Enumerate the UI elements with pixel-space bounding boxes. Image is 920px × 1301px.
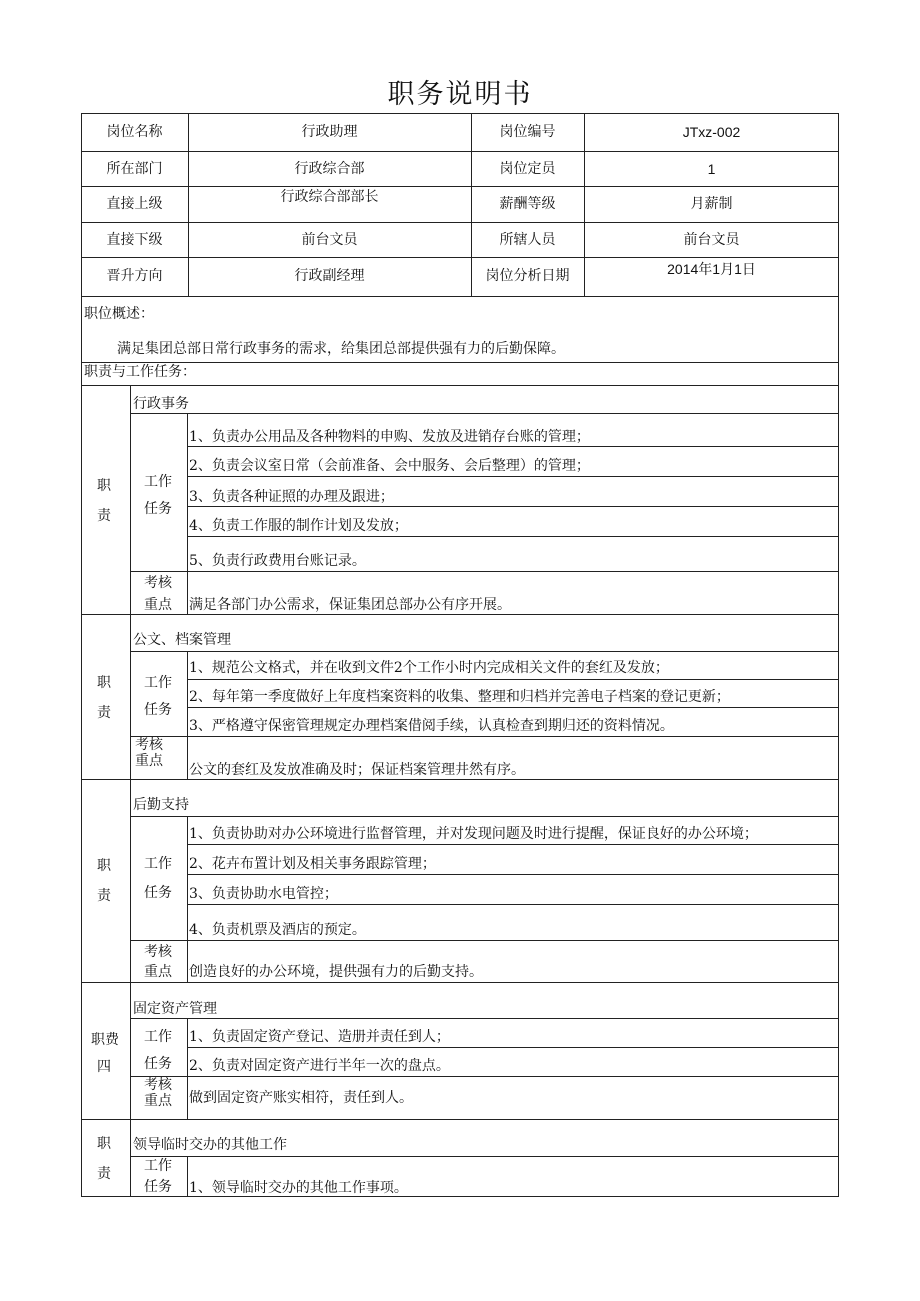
work-label: 任务 <box>144 501 172 517</box>
task-item: 3、负责协助水电管控； <box>189 886 338 902</box>
task-item: 2、负责会议室日常（会前准备、会中服务、会后整理）的管理； <box>189 458 590 474</box>
header-value: 月薪制 <box>690 196 733 212</box>
section-side-label: 四 <box>97 1059 111 1075</box>
task-item: 4、负责工作服的制作计划及发放； <box>189 518 408 534</box>
header-value: 行政综合部部长 <box>280 189 379 205</box>
task-item: 2、负责对固定资产进行半年一次的盘点。 <box>189 1058 450 1074</box>
work-label: 工作 <box>144 1029 172 1045</box>
task-item: 3、严格遵守保密管理规定办理档案借阅手续，认真检查到期归还的资料情况。 <box>189 718 674 734</box>
header-label: 所在部门 <box>106 161 163 177</box>
header-value: 前台文员 <box>301 232 358 248</box>
document-title: 职务说明书 <box>387 79 533 110</box>
section-name: 行政事务 <box>133 396 189 412</box>
section-side-label: 责 <box>97 705 111 721</box>
header-label: 所辖人员 <box>499 232 556 248</box>
header-label: 直接上级 <box>106 196 163 212</box>
section-side-label: 职 <box>97 1136 111 1152</box>
task-item: 2、花卉布置计划及相关事务跟踪管理； <box>189 856 436 872</box>
assess-label: 考核 <box>135 737 163 753</box>
work-label: 任务 <box>144 702 172 718</box>
section-side-label: 责 <box>97 888 111 904</box>
task-item: 1、负责协助对办公环境进行监督管理，并对发现问题及时进行提醒，保证良好的办公环境； <box>189 826 758 842</box>
overview-label: 职位概述： <box>84 306 154 322</box>
section-side-label: 责 <box>97 1166 111 1182</box>
section-side-label: 职 <box>97 675 111 691</box>
section-name: 公文、档案管理 <box>133 632 231 648</box>
work-label: 工作 <box>144 675 172 691</box>
header-value: 行政综合部 <box>294 161 365 177</box>
task-item: 2、每年第一季度做好上年度档案资料的收集、整理和归档并完善电子档案的登记更新； <box>189 689 730 705</box>
assess-text: 公文的套红及发放准确及时；保证档案管理井然有序。 <box>189 762 525 778</box>
assess-text: 满足各部门办公需求，保证集团总部办公有序开展。 <box>189 597 511 613</box>
header-value: 行政副经理 <box>294 268 365 284</box>
task-item: 1、负责固定资产登记、造册并责任到人； <box>189 1029 450 1045</box>
task-item: 4、负责机票及酒店的预定。 <box>189 922 366 938</box>
assess-label: 考核 <box>144 944 172 960</box>
header-value: 2014年1月1日 <box>667 261 756 277</box>
task-item: 1、规范公文格式，并在收到文件2个工作小时内完成相关文件的套红及发放； <box>189 660 669 676</box>
section-name: 固定资产管理 <box>133 1001 217 1017</box>
assess-label: 重点 <box>135 753 163 769</box>
section-name: 领导临时交办的其他工作 <box>133 1137 287 1153</box>
section-side-label: 职 <box>97 858 111 874</box>
section-name: 后勤支持 <box>133 797 189 813</box>
work-label: 任务 <box>144 1179 172 1195</box>
header-value: 前台文员 <box>683 232 740 248</box>
task-item: 1、负责办公用品及各种物料的申购、发放及进销存台账的管理； <box>189 429 590 445</box>
header-label: 岗位名称 <box>106 124 163 140</box>
work-label: 工作 <box>144 1158 172 1174</box>
work-label: 任务 <box>144 1056 172 1072</box>
header-label: 薪酬等级 <box>499 196 556 212</box>
work-label: 工作 <box>144 474 172 490</box>
task-item: 3、负责各种证照的办理及跟进； <box>189 489 394 505</box>
assess-label: 重点 <box>144 1093 172 1109</box>
task-item: 1、领导临时交办的其他工作事项。 <box>189 1180 408 1196</box>
task-item: 5、负责行政费用台账记录。 <box>189 553 366 569</box>
assess-text: 创造良好的办公环境，提供强有力的后勤支持。 <box>189 964 483 980</box>
header-label: 岗位分析日期 <box>485 268 570 284</box>
duties-label: 职责与工作任务： <box>84 364 196 380</box>
header-value: JTxz-002 <box>682 124 741 140</box>
assess-label: 重点 <box>144 597 172 613</box>
section-side-label: 职 <box>97 478 111 494</box>
assess-text: 做到固定资产账实相符，责任到人。 <box>189 1090 413 1106</box>
work-label: 任务 <box>144 885 172 901</box>
header-label: 直接下级 <box>106 232 163 248</box>
header-value: 1 <box>707 161 716 177</box>
header-label: 岗位编号 <box>499 124 556 140</box>
section-side-label: 责 <box>97 508 111 524</box>
assess-label: 重点 <box>144 964 172 980</box>
header-label: 晋升方向 <box>106 268 163 284</box>
header-value: 行政助理 <box>301 124 358 140</box>
assess-label: 考核 <box>144 575 172 591</box>
section-side-label: 职费 <box>91 1032 119 1048</box>
assess-label: 考核 <box>144 1077 172 1093</box>
header-label: 岗位定员 <box>499 161 556 177</box>
overview-text: 满足集团总部日常行政事务的需求，给集团总部提供强有力的后勤保障。 <box>117 341 565 357</box>
work-label: 工作 <box>144 856 172 872</box>
